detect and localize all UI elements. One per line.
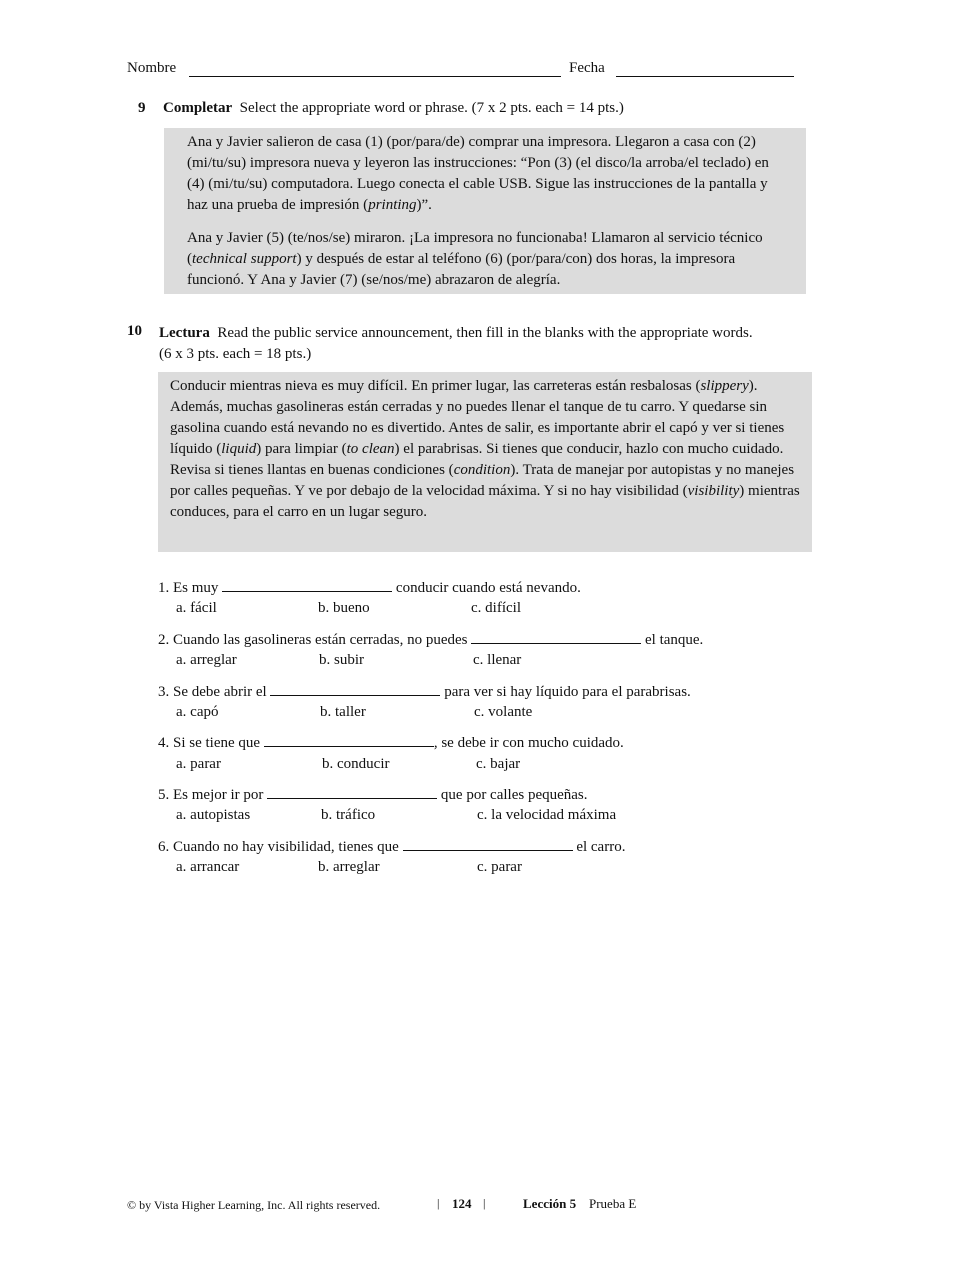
question-6-option-b[interactable]: b. arreglar <box>318 859 380 875</box>
passage-9-paragraph-1: Ana y Javier salieron de casa (1) (por/para/de) comprar una impresora. Llegaron a casa con (2) (mi/tu/su) impresora nueva y leyeron las instrucciones: “Pon (3) (el disco/la arroba/el teclado) en (4) (mi/tu/su) computadora. Luego conecta el cable USB. Sigue las instrucciones de la pantalla y haz una prueba de impresión (printing)”. <box>187 134 769 213</box>
question-5-option-a[interactable]: a. autopistas <box>176 807 251 823</box>
answer-blank[interactable] <box>403 836 573 851</box>
lesson-label: Lección 5 <box>523 1196 577 1211</box>
answer-blank[interactable] <box>222 577 392 592</box>
question-3-option-c[interactable]: c. volante <box>474 704 533 720</box>
question-4-option-c[interactable]: c. bajar <box>476 756 521 772</box>
test-label: Prueba E <box>589 1196 637 1211</box>
question-6-option-a[interactable]: a. arrancar <box>176 859 240 875</box>
question-5-option-c[interactable]: c. la velocidad máxima <box>477 807 617 823</box>
section-10-points: (6 x 3 pts. each = 18 pts.) <box>159 346 312 362</box>
question-2-option-a[interactable]: a. arreglar <box>176 652 237 668</box>
reading-text: Conducir mientras nieva es muy difícil. En primer lugar, las carreteras están resbalosas (slippery). Además, muchas gasolineras están cerradas y no puedes llenar el tanque de tu carro. Y quedarse sin gasolina cuando está nevando no es divertido. Antes de salir, es importante abrir el capó y ver si tienes líquido (liquid) para limpiar (to clean) el parabrisas. Si tienes que conducir, hazlo con mucho cuidado. Revisa si tienes llantas en buenas condiciones (condition). Trata de manejar por autopistas y no manejes por calles pequeñas. Y ve por debajo de la velocidad máxima. Y si no hay visibilidad (visibility) mientras conduces, para el carro en un lugar seguro. <box>170 378 800 520</box>
question-2: 2. Cuando las gasolineras están cerradas, no puedes el tanque. <box>158 629 703 651</box>
page-footer <box>127 1196 827 1216</box>
question-3: 3. Se debe abrir el para ver si hay líquido para el parabrisas. <box>158 681 691 703</box>
footer-divider: | <box>437 1196 440 1210</box>
question-4-option-b[interactable]: b. conducir <box>322 756 390 772</box>
section-9-instructions: Select the appropriate word or phrase. (7 x 2 pts. each = 14 pts.) <box>239 100 624 116</box>
page-header <box>127 60 827 82</box>
section-10-reading <box>158 372 812 552</box>
question-4-option-a[interactable]: a. parar <box>176 756 221 772</box>
name-field[interactable] <box>189 76 561 77</box>
question-6: 6. Cuando no hay visibilidad, tienes que el carro. <box>158 836 625 858</box>
section-10-heading <box>159 323 753 365</box>
question-1-option-a[interactable]: a. fácil <box>176 600 217 616</box>
section-10-title: Lectura <box>159 325 210 341</box>
section-9-heading <box>163 100 624 117</box>
question-2-option-b[interactable]: b. subir <box>319 652 364 668</box>
answer-blank[interactable] <box>270 681 440 696</box>
question-2-option-c[interactable]: c. llenar <box>473 652 522 668</box>
passage-9-paragraph-2: Ana y Javier (5) (te/nos/se) miraron. ¡La impresora no funcionaba! Llamaron al servicio técnico (technical support) y después de estar al teléfono (6) (por/para/con) dos horas, la impresora funcionó. Y Ana y Javier (7) (se/nos/me) abrazaron de alegría. <box>187 230 763 288</box>
section-9-passage <box>164 128 806 294</box>
date-field[interactable] <box>616 76 794 77</box>
date-label: Fecha <box>569 60 605 76</box>
section-10-instructions: Read the public service announcement, then fill in the blanks with the appropriate words. <box>217 325 753 341</box>
section-10-number: 10 <box>127 323 142 339</box>
section-9-number: 9 <box>138 100 146 116</box>
page-number: 124 <box>452 1196 472 1211</box>
section-9-title: Completar <box>163 100 233 116</box>
question-4: 4. Si se tiene que , se debe ir con mucho cuidado. <box>158 732 624 754</box>
answer-blank[interactable] <box>264 732 434 747</box>
question-3-option-a[interactable]: a. capó <box>176 704 219 720</box>
answer-blank[interactable] <box>267 784 437 799</box>
question-1-option-c[interactable]: c. difícil <box>471 600 521 616</box>
question-5-option-b[interactable]: b. tráfico <box>321 807 376 823</box>
name-label: Nombre <box>127 60 177 76</box>
footer-divider: | <box>483 1196 486 1210</box>
answer-blank[interactable] <box>471 629 641 644</box>
question-5: 5. Es mejor ir por que por calles pequeñas. <box>158 784 588 806</box>
question-1-option-b[interactable]: b. bueno <box>318 600 370 616</box>
question-6-option-c[interactable]: c. parar <box>477 859 522 875</box>
copyright-text: © by Vista Higher Learning, Inc. All rights reserved. <box>127 1198 381 1212</box>
question-3-option-b[interactable]: b. taller <box>320 704 366 720</box>
question-1: 1. Es muy conducir cuando está nevando. <box>158 577 581 599</box>
